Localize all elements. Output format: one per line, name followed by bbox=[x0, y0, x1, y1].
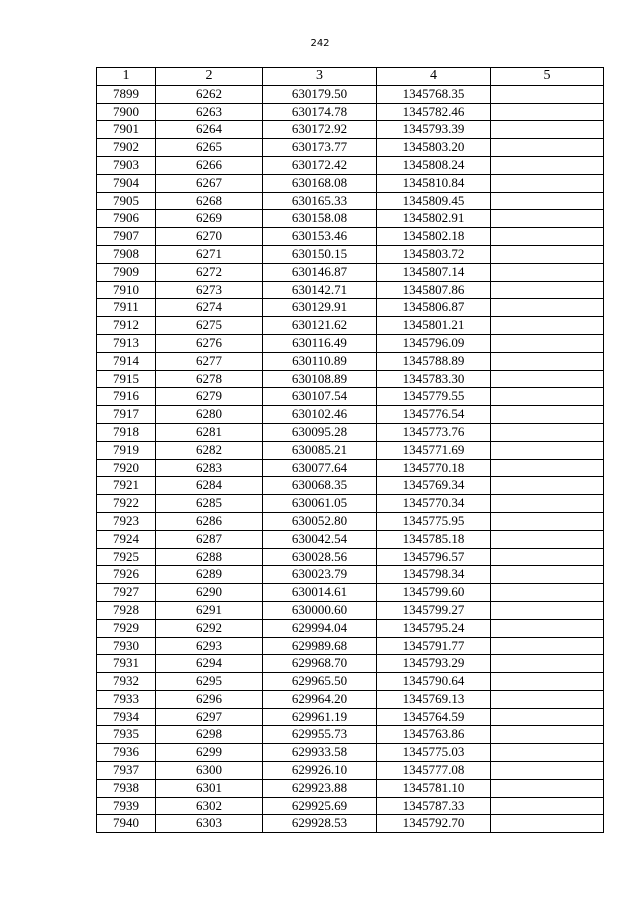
note-cell bbox=[491, 441, 604, 459]
table-row bbox=[97, 263, 604, 281]
x-coordinate-cell: 630108.89 bbox=[263, 370, 377, 388]
row-number-cell: 7940 bbox=[97, 815, 156, 833]
note-cell bbox=[491, 548, 604, 566]
x-coordinate-cell: 630173.77 bbox=[263, 139, 377, 157]
x-coordinate-cell: 629994.04 bbox=[263, 619, 377, 637]
point-number-cell: 6262 bbox=[156, 85, 263, 103]
y-coordinate-cell: 1345808.24 bbox=[377, 156, 491, 174]
note-cell bbox=[491, 210, 604, 228]
table-row bbox=[97, 530, 604, 548]
row-number-cell: 7924 bbox=[97, 530, 156, 548]
note-cell bbox=[491, 388, 604, 406]
table-row bbox=[97, 708, 604, 726]
row-number-cell: 7934 bbox=[97, 708, 156, 726]
y-coordinate-cell: 1345769.13 bbox=[377, 690, 491, 708]
point-number-cell: 6302 bbox=[156, 797, 263, 815]
table-row bbox=[97, 762, 604, 780]
table-row bbox=[97, 441, 604, 459]
y-coordinate-cell: 1345809.45 bbox=[377, 192, 491, 210]
x-coordinate-cell: 630014.61 bbox=[263, 584, 377, 602]
note-cell bbox=[491, 406, 604, 424]
table-row bbox=[97, 744, 604, 762]
row-number-cell: 7917 bbox=[97, 406, 156, 424]
y-coordinate-cell: 1345802.91 bbox=[377, 210, 491, 228]
y-coordinate-cell: 1345783.30 bbox=[377, 370, 491, 388]
row-number-cell: 7908 bbox=[97, 245, 156, 263]
table-row bbox=[97, 210, 604, 228]
x-coordinate-cell: 630110.89 bbox=[263, 352, 377, 370]
note-cell bbox=[491, 156, 604, 174]
row-number-cell: 7933 bbox=[97, 690, 156, 708]
row-number-cell: 7926 bbox=[97, 566, 156, 584]
table-row bbox=[97, 406, 604, 424]
note-cell bbox=[491, 566, 604, 584]
note-cell bbox=[491, 779, 604, 797]
table-row bbox=[97, 459, 604, 477]
column-header-2: 2 bbox=[156, 68, 263, 86]
row-number-cell: 7903 bbox=[97, 156, 156, 174]
point-number-cell: 6291 bbox=[156, 601, 263, 619]
x-coordinate-cell: 630000.60 bbox=[263, 601, 377, 619]
point-number-cell: 6265 bbox=[156, 139, 263, 157]
y-coordinate-cell: 1345782.46 bbox=[377, 103, 491, 121]
row-number-cell: 7939 bbox=[97, 797, 156, 815]
point-number-cell: 6278 bbox=[156, 370, 263, 388]
point-number-cell: 6263 bbox=[156, 103, 263, 121]
point-number-cell: 6286 bbox=[156, 512, 263, 530]
row-number-cell: 7918 bbox=[97, 423, 156, 441]
point-number-cell: 6277 bbox=[156, 352, 263, 370]
x-coordinate-cell: 630153.46 bbox=[263, 228, 377, 246]
x-coordinate-cell: 629964.20 bbox=[263, 690, 377, 708]
y-coordinate-cell: 1345810.84 bbox=[377, 174, 491, 192]
x-coordinate-cell: 630179.50 bbox=[263, 85, 377, 103]
point-number-cell: 6285 bbox=[156, 495, 263, 513]
y-coordinate-cell: 1345779.55 bbox=[377, 388, 491, 406]
table-row bbox=[97, 637, 604, 655]
y-coordinate-cell: 1345788.89 bbox=[377, 352, 491, 370]
y-coordinate-cell: 1345790.64 bbox=[377, 673, 491, 691]
x-coordinate-cell: 630172.92 bbox=[263, 121, 377, 139]
column-header-1: 1 bbox=[97, 68, 156, 86]
row-number-cell: 7907 bbox=[97, 228, 156, 246]
table-row bbox=[97, 299, 604, 317]
note-cell bbox=[491, 673, 604, 691]
note-cell bbox=[491, 726, 604, 744]
note-cell bbox=[491, 174, 604, 192]
note-cell bbox=[491, 121, 604, 139]
note-cell bbox=[491, 423, 604, 441]
note-cell bbox=[491, 334, 604, 352]
point-number-cell: 6276 bbox=[156, 334, 263, 352]
note-cell bbox=[491, 815, 604, 833]
note-cell bbox=[491, 619, 604, 637]
y-coordinate-cell: 1345771.69 bbox=[377, 441, 491, 459]
row-number-cell: 7916 bbox=[97, 388, 156, 406]
x-coordinate-cell: 629965.50 bbox=[263, 673, 377, 691]
row-number-cell: 7920 bbox=[97, 459, 156, 477]
note-cell bbox=[491, 797, 604, 815]
table-row bbox=[97, 797, 604, 815]
note-cell bbox=[491, 103, 604, 121]
point-number-cell: 6271 bbox=[156, 245, 263, 263]
row-number-cell: 7902 bbox=[97, 139, 156, 157]
row-number-cell: 7905 bbox=[97, 192, 156, 210]
table-row bbox=[97, 245, 604, 263]
x-coordinate-cell: 630061.05 bbox=[263, 495, 377, 513]
y-coordinate-cell: 1345799.60 bbox=[377, 584, 491, 602]
note-cell bbox=[491, 637, 604, 655]
point-number-cell: 6290 bbox=[156, 584, 263, 602]
point-number-cell: 6267 bbox=[156, 174, 263, 192]
table-header-row bbox=[97, 68, 604, 86]
y-coordinate-cell: 1345801.21 bbox=[377, 317, 491, 335]
point-number-cell: 6281 bbox=[156, 423, 263, 441]
row-number-cell: 7935 bbox=[97, 726, 156, 744]
y-coordinate-cell: 1345775.03 bbox=[377, 744, 491, 762]
y-coordinate-cell: 1345807.86 bbox=[377, 281, 491, 299]
table-row bbox=[97, 477, 604, 495]
row-number-cell: 7915 bbox=[97, 370, 156, 388]
x-coordinate-cell: 630107.54 bbox=[263, 388, 377, 406]
note-cell bbox=[491, 85, 604, 103]
x-coordinate-cell: 630023.79 bbox=[263, 566, 377, 584]
note-cell bbox=[491, 477, 604, 495]
y-coordinate-cell: 1345802.18 bbox=[377, 228, 491, 246]
table-row bbox=[97, 139, 604, 157]
y-coordinate-cell: 1345799.27 bbox=[377, 601, 491, 619]
y-coordinate-cell: 1345803.72 bbox=[377, 245, 491, 263]
y-coordinate-cell: 1345785.18 bbox=[377, 530, 491, 548]
note-cell bbox=[491, 192, 604, 210]
x-coordinate-cell: 629928.53 bbox=[263, 815, 377, 833]
note-cell bbox=[491, 245, 604, 263]
page-number: 242 bbox=[310, 38, 330, 49]
y-coordinate-cell: 1345768.35 bbox=[377, 85, 491, 103]
y-coordinate-cell: 1345807.14 bbox=[377, 263, 491, 281]
point-number-cell: 6272 bbox=[156, 263, 263, 281]
y-coordinate-cell: 1345787.33 bbox=[377, 797, 491, 815]
note-cell bbox=[491, 299, 604, 317]
row-number-cell: 7904 bbox=[97, 174, 156, 192]
table-row bbox=[97, 228, 604, 246]
table-row bbox=[97, 601, 604, 619]
x-coordinate-cell: 629955.73 bbox=[263, 726, 377, 744]
coordinates-table bbox=[96, 67, 604, 833]
point-number-cell: 6264 bbox=[156, 121, 263, 139]
note-cell bbox=[491, 708, 604, 726]
point-number-cell: 6275 bbox=[156, 317, 263, 335]
table-row bbox=[97, 495, 604, 513]
x-coordinate-cell: 630028.56 bbox=[263, 548, 377, 566]
row-number-cell: 7906 bbox=[97, 210, 156, 228]
point-number-cell: 6296 bbox=[156, 690, 263, 708]
note-cell bbox=[491, 317, 604, 335]
point-number-cell: 6298 bbox=[156, 726, 263, 744]
note-cell bbox=[491, 263, 604, 281]
point-number-cell: 6284 bbox=[156, 477, 263, 495]
note-cell bbox=[491, 584, 604, 602]
y-coordinate-cell: 1345773.76 bbox=[377, 423, 491, 441]
x-coordinate-cell: 630095.28 bbox=[263, 423, 377, 441]
row-number-cell: 7921 bbox=[97, 477, 156, 495]
x-coordinate-cell: 630158.08 bbox=[263, 210, 377, 228]
y-coordinate-cell: 1345770.18 bbox=[377, 459, 491, 477]
x-coordinate-cell: 630129.91 bbox=[263, 299, 377, 317]
row-number-cell: 7925 bbox=[97, 548, 156, 566]
y-coordinate-cell: 1345775.95 bbox=[377, 512, 491, 530]
note-cell bbox=[491, 512, 604, 530]
row-number-cell: 7914 bbox=[97, 352, 156, 370]
row-number-cell: 7911 bbox=[97, 299, 156, 317]
x-coordinate-cell: 629923.88 bbox=[263, 779, 377, 797]
table-row bbox=[97, 619, 604, 637]
table-row bbox=[97, 815, 604, 833]
y-coordinate-cell: 1345796.09 bbox=[377, 334, 491, 352]
point-number-cell: 6283 bbox=[156, 459, 263, 477]
point-number-cell: 6287 bbox=[156, 530, 263, 548]
row-number-cell: 7922 bbox=[97, 495, 156, 513]
point-number-cell: 6269 bbox=[156, 210, 263, 228]
x-coordinate-cell: 630165.33 bbox=[263, 192, 377, 210]
y-coordinate-cell: 1345791.77 bbox=[377, 637, 491, 655]
note-cell bbox=[491, 459, 604, 477]
row-number-cell: 7900 bbox=[97, 103, 156, 121]
point-number-cell: 6293 bbox=[156, 637, 263, 655]
point-number-cell: 6303 bbox=[156, 815, 263, 833]
y-coordinate-cell: 1345793.29 bbox=[377, 655, 491, 673]
point-number-cell: 6288 bbox=[156, 548, 263, 566]
table-row bbox=[97, 174, 604, 192]
y-coordinate-cell: 1345769.34 bbox=[377, 477, 491, 495]
x-coordinate-cell: 630146.87 bbox=[263, 263, 377, 281]
y-coordinate-cell: 1345764.59 bbox=[377, 708, 491, 726]
x-coordinate-cell: 630172.42 bbox=[263, 156, 377, 174]
x-coordinate-cell: 630052.80 bbox=[263, 512, 377, 530]
point-number-cell: 6301 bbox=[156, 779, 263, 797]
y-coordinate-cell: 1345806.87 bbox=[377, 299, 491, 317]
column-header-4: 4 bbox=[377, 68, 491, 86]
table-row bbox=[97, 388, 604, 406]
point-number-cell: 6282 bbox=[156, 441, 263, 459]
row-number-cell: 7899 bbox=[97, 85, 156, 103]
row-number-cell: 7937 bbox=[97, 762, 156, 780]
point-number-cell: 6297 bbox=[156, 708, 263, 726]
x-coordinate-cell: 630174.78 bbox=[263, 103, 377, 121]
row-number-cell: 7919 bbox=[97, 441, 156, 459]
x-coordinate-cell: 630121.62 bbox=[263, 317, 377, 335]
x-coordinate-cell: 629961.19 bbox=[263, 708, 377, 726]
note-cell bbox=[491, 281, 604, 299]
table-row bbox=[97, 548, 604, 566]
x-coordinate-cell: 630142.71 bbox=[263, 281, 377, 299]
note-cell bbox=[491, 690, 604, 708]
row-number-cell: 7927 bbox=[97, 584, 156, 602]
note-cell bbox=[491, 762, 604, 780]
note-cell bbox=[491, 530, 604, 548]
table-row bbox=[97, 566, 604, 584]
row-number-cell: 7930 bbox=[97, 637, 156, 655]
table-row bbox=[97, 121, 604, 139]
note-cell bbox=[491, 601, 604, 619]
table-row bbox=[97, 673, 604, 691]
table-row bbox=[97, 726, 604, 744]
x-coordinate-cell: 629968.70 bbox=[263, 655, 377, 673]
table-row bbox=[97, 655, 604, 673]
y-coordinate-cell: 1345798.34 bbox=[377, 566, 491, 584]
row-number-cell: 7901 bbox=[97, 121, 156, 139]
point-number-cell: 6289 bbox=[156, 566, 263, 584]
note-cell bbox=[491, 744, 604, 762]
row-number-cell: 7929 bbox=[97, 619, 156, 637]
note-cell bbox=[491, 655, 604, 673]
point-number-cell: 6299 bbox=[156, 744, 263, 762]
y-coordinate-cell: 1345781.10 bbox=[377, 779, 491, 797]
point-number-cell: 6270 bbox=[156, 228, 263, 246]
note-cell bbox=[491, 495, 604, 513]
row-number-cell: 7938 bbox=[97, 779, 156, 797]
point-number-cell: 6295 bbox=[156, 673, 263, 691]
table-row bbox=[97, 370, 604, 388]
row-number-cell: 7912 bbox=[97, 317, 156, 335]
point-number-cell: 6274 bbox=[156, 299, 263, 317]
table-row bbox=[97, 85, 604, 103]
x-coordinate-cell: 629989.68 bbox=[263, 637, 377, 655]
point-number-cell: 6294 bbox=[156, 655, 263, 673]
y-coordinate-cell: 1345796.57 bbox=[377, 548, 491, 566]
x-coordinate-cell: 630068.35 bbox=[263, 477, 377, 495]
table-row bbox=[97, 334, 604, 352]
x-coordinate-cell: 630085.21 bbox=[263, 441, 377, 459]
point-number-cell: 6300 bbox=[156, 762, 263, 780]
note-cell bbox=[491, 352, 604, 370]
y-coordinate-cell: 1345793.39 bbox=[377, 121, 491, 139]
table-row bbox=[97, 352, 604, 370]
y-coordinate-cell: 1345777.08 bbox=[377, 762, 491, 780]
table-row bbox=[97, 281, 604, 299]
point-number-cell: 6268 bbox=[156, 192, 263, 210]
row-number-cell: 7936 bbox=[97, 744, 156, 762]
table-row bbox=[97, 779, 604, 797]
table-row bbox=[97, 423, 604, 441]
y-coordinate-cell: 1345803.20 bbox=[377, 139, 491, 157]
y-coordinate-cell: 1345795.24 bbox=[377, 619, 491, 637]
point-number-cell: 6292 bbox=[156, 619, 263, 637]
row-number-cell: 7910 bbox=[97, 281, 156, 299]
point-number-cell: 6280 bbox=[156, 406, 263, 424]
x-coordinate-cell: 630077.64 bbox=[263, 459, 377, 477]
note-cell bbox=[491, 139, 604, 157]
row-number-cell: 7913 bbox=[97, 334, 156, 352]
table-row bbox=[97, 512, 604, 530]
table-row bbox=[97, 192, 604, 210]
table-row bbox=[97, 690, 604, 708]
y-coordinate-cell: 1345792.70 bbox=[377, 815, 491, 833]
column-header-3: 3 bbox=[263, 68, 377, 86]
y-coordinate-cell: 1345776.54 bbox=[377, 406, 491, 424]
row-number-cell: 7923 bbox=[97, 512, 156, 530]
table-row bbox=[97, 317, 604, 335]
table-row bbox=[97, 584, 604, 602]
point-number-cell: 6279 bbox=[156, 388, 263, 406]
x-coordinate-cell: 629926.10 bbox=[263, 762, 377, 780]
x-coordinate-cell: 630042.54 bbox=[263, 530, 377, 548]
x-coordinate-cell: 630168.08 bbox=[263, 174, 377, 192]
x-coordinate-cell: 629933.58 bbox=[263, 744, 377, 762]
x-coordinate-cell: 630150.15 bbox=[263, 245, 377, 263]
x-coordinate-cell: 630116.49 bbox=[263, 334, 377, 352]
x-coordinate-cell: 630102.46 bbox=[263, 406, 377, 424]
note-cell bbox=[491, 370, 604, 388]
y-coordinate-cell: 1345770.34 bbox=[377, 495, 491, 513]
column-header-5: 5 bbox=[491, 68, 604, 86]
row-number-cell: 7932 bbox=[97, 673, 156, 691]
y-coordinate-cell: 1345763.86 bbox=[377, 726, 491, 744]
x-coordinate-cell: 629925.69 bbox=[263, 797, 377, 815]
row-number-cell: 7928 bbox=[97, 601, 156, 619]
table-row bbox=[97, 103, 604, 121]
note-cell bbox=[491, 228, 604, 246]
point-number-cell: 6266 bbox=[156, 156, 263, 174]
row-number-cell: 7909 bbox=[97, 263, 156, 281]
row-number-cell: 7931 bbox=[97, 655, 156, 673]
table-body bbox=[97, 85, 604, 832]
table-row bbox=[97, 156, 604, 174]
point-number-cell: 6273 bbox=[156, 281, 263, 299]
